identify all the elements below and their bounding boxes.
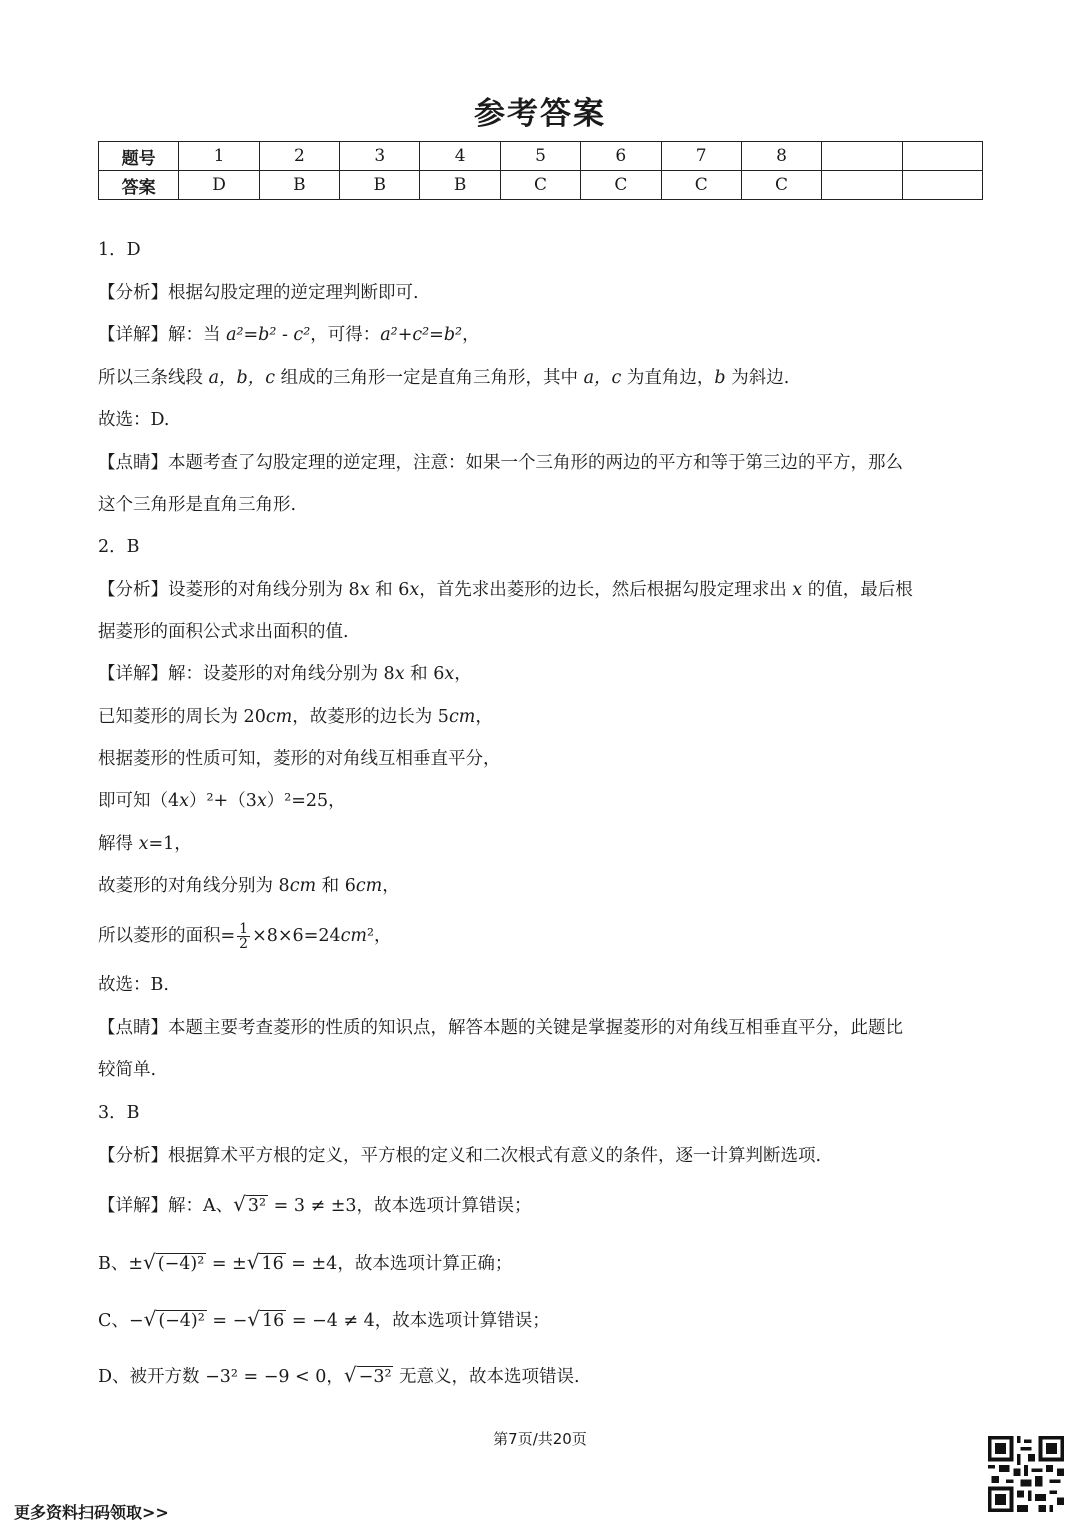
table-cell: B: [340, 171, 420, 200]
table-cell: [822, 142, 902, 171]
table-cell: 4: [420, 142, 500, 171]
analysis-line: 【分析】设菱形的对角线分别为 8x 和 6x，首先求出菱形的边长，然后根据勾股定理求出 x 的值，最后根: [98, 580, 913, 600]
option-line: C、−√ (−4)² = −√ 16 = −4 ≠ 4，故本选项计算错误；: [98, 1307, 550, 1331]
comment-line: 【点睛】本题主要考查菱形的性质的知识点，解答本题的关键是掌握菱形的对角线互相垂直平分，此题比: [98, 1018, 903, 1038]
radical: √ (−4)²: [143, 1307, 205, 1331]
table-cell: 3: [340, 142, 420, 171]
detail-line: 【详解】解：当 a²=b² - c²，可得：a²+c²=b²，: [98, 325, 480, 345]
radical: √ 3²: [233, 1192, 267, 1216]
table-cell: [822, 171, 902, 200]
table-cell: [902, 142, 982, 171]
conclusion-line: 故选：B.: [98, 975, 169, 995]
table-cell: [902, 171, 982, 200]
table-row: [99, 171, 983, 200]
table-cell: 1: [179, 142, 259, 171]
table-cell: 6: [581, 142, 661, 171]
radical: √ 16: [247, 1307, 285, 1331]
table-cell: C: [500, 171, 580, 200]
qr-code-icon[interactable]: [988, 1436, 1064, 1512]
detail-line: 所以三条线段 a，b，c 组成的三角形一定是直角三角形，其中 a，c 为直角边，b 为斜边.: [98, 368, 790, 388]
radical: √ −3²: [343, 1363, 392, 1387]
row-label: 题号: [99, 142, 179, 171]
table-cell: D: [179, 171, 259, 200]
radical: √ (−4)²: [143, 1250, 205, 1274]
table-cell: B: [420, 171, 500, 200]
page-title: 参考答案: [474, 96, 606, 132]
answer-table: [98, 141, 983, 200]
option-line: D、被开方数 −3² = −9 < 0，√ −3² 无意义，故本选项错误.: [98, 1363, 580, 1387]
detail-line: 【详解】解：设菱形的对角线分别为 8x 和 6x，: [98, 664, 472, 684]
comment-line: 这个三角形是直角三角形.: [98, 495, 297, 515]
table-cell: B: [259, 171, 339, 200]
detail-line: 【详解】解：A、√ 3² = 3 ≠ ±3，故本选项计算错误；: [98, 1192, 532, 1216]
detail-line: 根据菱形的性质可知，菱形的对角线互相垂直平分，: [98, 749, 501, 769]
analysis-line: 据菱形的面积公式求出面积的值.: [98, 622, 349, 642]
row-label: 答案: [99, 171, 179, 200]
radical: √ 16: [246, 1250, 284, 1274]
fraction: $\frac{1}{2}$: [239, 921, 249, 952]
page-number: 第7页/共20页: [493, 1430, 587, 1448]
comment-line: 【点睛】本题考查了勾股定理的逆定理，注意：如果一个三角形的两边的平方和等于第三边的平方，那么: [98, 453, 903, 473]
table-cell: 5: [500, 142, 580, 171]
answer-heading-2: 2．B: [98, 537, 140, 557]
option-line: B、±√ (−4)² = ±√ 16 = ±4，故本选项计算正确；: [98, 1250, 513, 1274]
analysis-line: 【分析】根据勾股定理的逆定理判断即可.: [98, 283, 419, 303]
more-resources-link[interactable]: 更多资料扫码领取>>: [14, 1503, 169, 1522]
table-cell: 2: [259, 142, 339, 171]
detail-line: 故菱形的对角线分别为 8cm 和 6cm，: [98, 876, 400, 896]
analysis-line: 【分析】根据算术平方根的定义，平方根的定义和二次根式有意义的条件，逐一计算判断选项.: [98, 1146, 822, 1166]
detail-line: 即可知（4x）²+（3x）²=25，: [98, 791, 346, 811]
detail-line: 解得 x=1，: [98, 834, 192, 854]
comment-line: 较简单.: [98, 1060, 157, 1080]
table-cell: C: [581, 171, 661, 200]
table-cell: 8: [741, 142, 821, 171]
answer-heading-3: 3．B: [98, 1103, 140, 1123]
table-cell: 7: [661, 142, 741, 171]
detail-line: 已知菱形的周长为 20cm，故菱形的边长为 5cm，: [98, 707, 493, 727]
conclusion-line: 故选：D.: [98, 410, 170, 430]
table-row: [99, 142, 983, 171]
detail-line: 所以菱形的面积= $\frac{1}{2}$ ×8×6=24cm²，: [98, 921, 392, 952]
answer-heading-1: 1．D: [98, 240, 141, 260]
table-cell: C: [741, 171, 821, 200]
table-cell: C: [661, 171, 741, 200]
